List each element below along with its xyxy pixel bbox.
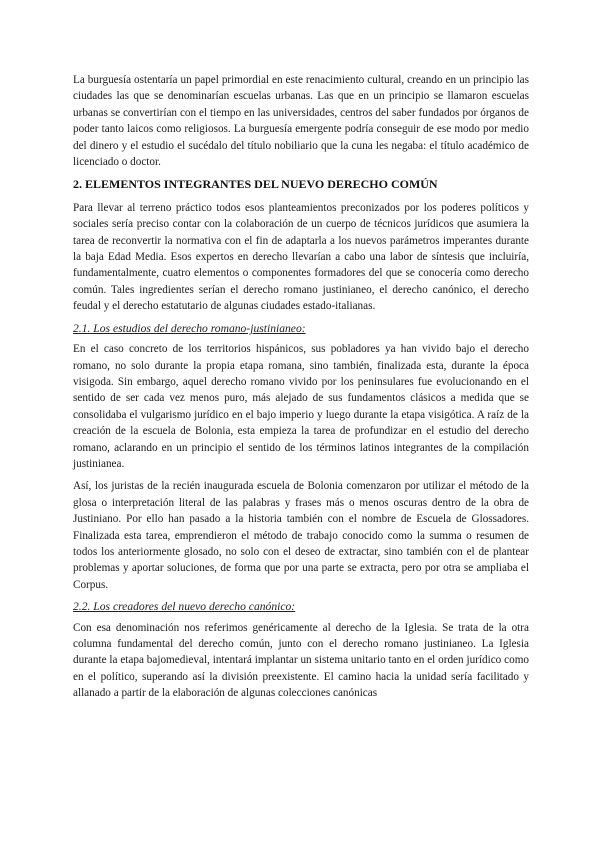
document-page — [73, 72, 529, 708]
paragraph-escuela-bolonia: Así, los juristas de la recién inaugurada escuela de Bolonia comenzaron por utilizar el método de la glosa o interpretación literal de las palabras y frases más o menos oscuras dentro de la obra de Justiniano. Por ello han pasado a la historia también con el nombre de Escuela de Glossadores. Finalizada esta tarea, emprendieron el método de trabajo conocido como la summa o resumen de todos los anteriormente glosado, no solo con el deseo de extractar, sino también con el de plantear problemas y aportar soluciones, de forma que por una parte se extracta, pero por otra se ampliaba el Corpus. — [73, 480, 529, 591]
subheading-derecho-romano: 2.1. Los estudios del derecho romano-justinianeo: — [73, 321, 306, 335]
section-heading-elementos: 2. ELEMENTOS INTEGRANTES DEL NUEVO DERECHO COMÚN — [73, 177, 438, 192]
paragraph-planteamientos: Para llevar al terreno práctico todos esos planteamientos preconizados por los poderes políticos y sociales sería preciso contar con la colaboración de un cuerpo de técnicos jurídicos que asumiera la tarea de reconvertir la normativa con el fin de adaptarla a los nuevos parámetros imperantes durante la baja Edad Media. Esos expertos en derecho llevarían a cabo una labor de síntesis que incluiría, fundamentalmente, cuatro elementos o componentes formadores del que se conocería como derecho común. Tales ingredientes serían el derecho romano justinianeo, el derecho canónico, el derecho feudal y el derecho estatutario de algunas ciudades estado-italianas. — [73, 201, 529, 313]
paragraph-burguesia: La burguesía ostentaría un papel primordial en este renacimiento cultural, creando en un principio las ciudades las que se denominarían escuelas urbanas. Las que en un principio se llamaron escuelas urbanas se convertirían con el tiempo en las universidades, centros del saber fundados por órganos de poder tanto laicos como religiosos. La burguesía emergente podría conseguir de ese modo por medio del dinero y el estudio el sucédalo del título nobiliario que la cuna les negaba: el título académico de licenciado o doctor. — [73, 74, 529, 169]
subheading-derecho-canonico: 2.2. Los creadores del nuevo derecho canónico: — [73, 600, 296, 614]
paragraph-territorios-hispanicos: En el caso concreto de los territorios hispánicos, sus pobladores ya han vivido bajo el derecho romano, no solo durante la propia etapa romana, sino también, finalizada esta, durante la época visigoda. Sin embargo, aquel derecho romano vivido por los peninsulares fue evolucionando en el sentido de ser cada vez menos puro, más alejado de sus fundamentos clásicos a medida que se consolidaba el vulgarismo jurídico en el bajo imperio y luego durante la etapa visigótica. A raíz de la creación de la escuela de Bolonia, esta empieza la tarea de profundizar en el estudio del derecho romano, aclarando en un principio el sentido de los términos latinos integrantes de la compilación justinianea. — [73, 343, 529, 470]
paragraph-derecho-iglesia: Con esa denominación nos referimos genéricamente al derecho de la Iglesia. Se trata de la otra columna fundamental del derecho común, junto con el derecho romano justinianeo. La Iglesia durante la etapa bajomedieval, intentará implantar un sistema unitario tanto en el orden jurídico como en el político, superando así la división preexistente. El camino hacia la unidad sería facilitado y allanado a partir de la elaboración de algunas colecciones canónicas — [73, 621, 529, 700]
